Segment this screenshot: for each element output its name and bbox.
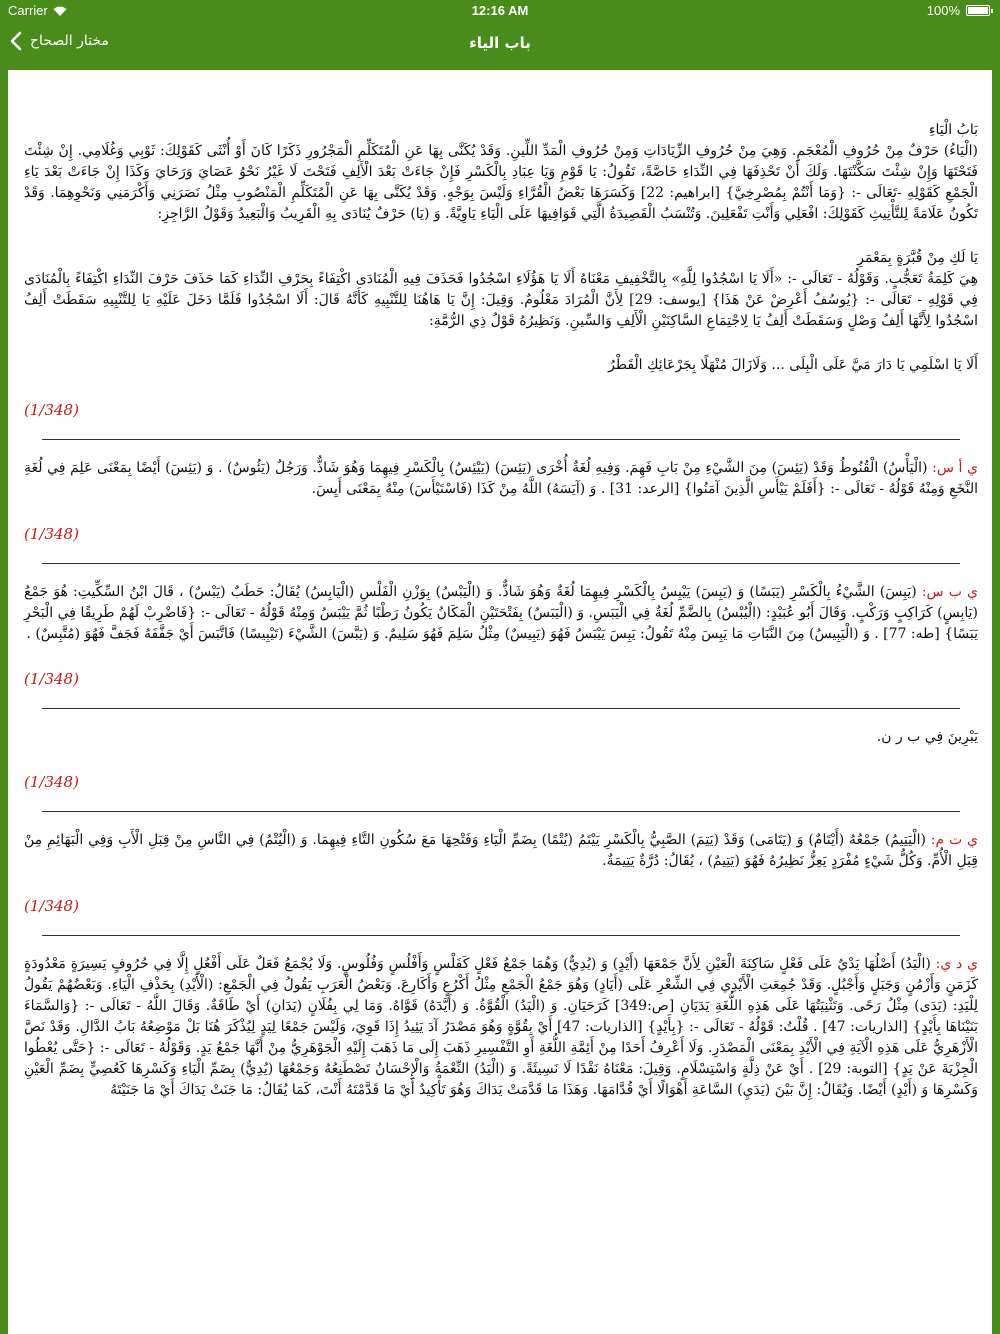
content-area[interactable] [8, 70, 992, 1334]
entry-text: يَبْرِينَ فِي ب ر ن. [876, 729, 978, 745]
page-number: (1/348) [24, 897, 79, 915]
status-bar [0, 0, 1000, 22]
battery-icon [966, 5, 990, 16]
section-divider [42, 563, 960, 564]
entry-root: ي ب س: [916, 584, 979, 600]
dictionary-text [24, 120, 978, 1101]
entry-root: ي ت م: [925, 832, 979, 848]
entry-root: ي أ س: [927, 460, 978, 476]
battery-indicator [927, 3, 990, 18]
entry-paragraph [24, 120, 978, 141]
entry-text: (الْيَأْسُ) الْقُنُوطُ وَقَدْ (يَئِسَ) مِنَ الشَّيْءِ مِنْ بَابِ فَهِمَ. وَفِيهِ لُغَةٌ أُخْرَى (يَئِسَ) (يَيْئِسُ) بِالْكَسْرِ فِيهِمَا وَهُوَ شَاذٌّ. وَرَجُلٌ (يَئُوسٌ) . وَ (يَئِسَ) أَيْضًا بِمَعْنَى عَلِمَ فِي لُغَةِ النَّخَعِ وَمِنْهُ قَوْلُهُ - تَعَالَى -: {أَفَلَمْ يَيْأَسِ الَّذِينَ آمَنُوا} [الرعد: 31] . وَ (آيَسَهُ) اللَّهُ مِنْ كَذَا (فَاسْتَيْأَسَ) مِنْهُ بِمَعْنَى أَيِسَ. [24, 460, 978, 497]
section-divider [42, 935, 960, 936]
entry-paragraph [24, 830, 978, 872]
battery-percent: 100% [926, 3, 960, 18]
dictionary-entry [24, 727, 978, 812]
dictionary-entry [24, 954, 978, 1101]
dictionary-entry [24, 830, 978, 936]
entry-paragraph [24, 248, 978, 269]
carrier-label: Carrier [8, 3, 48, 18]
page-number: (1/348) [24, 670, 79, 688]
entry-root: ي د ي: [930, 956, 978, 972]
paragraph-gap [24, 332, 978, 355]
section-divider [42, 439, 960, 440]
page-number: (1/348) [24, 773, 79, 791]
back-button-label: مختار الصحاح [30, 33, 109, 49]
page-title: باب الياء [469, 34, 531, 52]
section-divider [42, 811, 960, 812]
page-number: (1/348) [24, 401, 79, 419]
page-number: (1/348) [24, 525, 79, 543]
entry-paragraph [24, 954, 978, 1101]
entry-text: (الْيَاءُ) حَرْفٌ مِنْ حُرُوفِ الْمُعْجَمِ. وَهِيَ مِنْ حُرُوفِ الزِّيَادَاتِ وَمِنْ حُرُوفِ الْمَدِّ اللِّينِ. وَقَدْ يُكَنَّى بِهَا عَنِ الْمُتَكَلِّمِ الْمَجْرُورِ ذَكَرًا كَانَ أَوْ أُنْثَى كَقَوْلِكَ: ثَوْبِي وَغُلَامِي. إِنْ شِئْتَ فَتَحْتَهَا وَإِنْ شِئْتَ سَكَّنْتَهَا. وَلَكَ أَنْ تَحْذِفَهَا فِي النِّدَاءِ خَاصَّةً، تَقُولُ: يَا قَوْمِ وَيَا عِبَادِ بِالْكَسْرِ فَإِنْ جَاءَتْ بَعْدَ الْأَلِفِ فَتَحْتَ لَا غَيْرُ نَحْوُ عَصَايَ وَرَحَايَ وَكَذَا إِنْ جَاءَتْ بَعْدَ يَاءِ الْجَمْعِ كَقَوْلِهِ -تَعَالَى -: {وَمَا أَنْتُمْ بِمُصْرِخِيَّ} [ابراهيم: 22] وَكَسَرَهَا بَعْضُ الْقُرَّاءِ وَلَيْسَ بِوَجْهٍ. وَقَدْ يُكَنَّى بِهَا عَنِ الْمُتَكَلِّمِ الْمَنْصُوبِ مِثْلُ نَصَرَنِي وَأَكْرَمَنِي وَنَحْوِهِمَا. وَقَدْ تَكُونُ عَلَامَةً لِلتَّأْنِيثِ كَقَوْلِكَ: افْعَلِي وَأَنْتِ تَفْعَلِينَ. وَتُنْسَبُ الْقَصِيدَةُ الَّتِي قَوَافِيهَا عَلَى الْيَاءِ يَاوِيَّةً. وَ (يَا) حَرْفٌ يُنَادَى بِهِ الْقَرِيبُ وَالْبَعِيدُ وَقَوْلُ الرَّاجِزِ: [24, 143, 979, 222]
entry-text: بَابُ الْيَاءِ [928, 122, 978, 138]
status-time: 12:16 AM [471, 3, 529, 18]
entry-text: أَلَا يَا اسْلَمِي يَا دَارَ مَيَّ عَلَى الْبِلَى ... وَلَازَالَ مُنْهَلًا بِجَرْعَائِكِ الْقَطْرُ [608, 357, 978, 373]
entry-text: (الْيَدُ) أَصْلُهَا يَدْيٌ عَلَى فَعْلٍ سَاكِنَةَ الْعَيْنِ لِأَنَّ جَمْعَهَا (أَيْدٍ) وَ (يُدِيٌّ) وَهُمَا جَمْعُ فَعْلٍ كَفَلْسٍ وَأَفْلُسٍ وَفُلُوسٍ. وَلَا يُجْمَعُ فَعَلٌ عَلَى أَفْعُلٍ إِلَّا فِي حُرُوفٍ يَسِيرَةٍ مَعْدُودَةٍ كَزَمَنٍ وَأَزْمُنٍ وَجَبَلٍ وَأَجْبُلٍ. وَقَدْ جُمِعَتِ الْأَيْدِي فِي الشِّعْرِ عَلَى (أَيَادٍ) وَهُوَ جَمْعُ الْجَمْعِ مِثْلُ أَكْرُعٍ وَأَكَارِعَ. وَبَعْضُ الْعَرَبِ يَقُولُ فِي الْجَمْعِ: (الْأَيْدِ) بِحَذْفِ الْيَاءِ. وَبَعْضُهُمْ يَقُولُ لِلْيَدِ: (يَدَى) مِثْلُ رَحًى. وَتَثْنِيَتُهَا عَلَى هَذِهِ اللُّغَةِ يَدَيَانِ [ص:349] كَرَحَيَانِ. وَ (الْيَدُ) الْقُوَّةُ. وَ (أَيَّدَهُ) قَوَّاهُ. وَمَا لِي بِفُلَانٍ (يَدَانِ) أَيْ طَاقَةٌ. وَقَالَ اللَّهُ - تَعَالَى -: {وَالسَّمَاءَ بَنَيْنَاهَا بِأَيْدٍ} [الذاريات: 47] . قُلْتُ: قَوْلُهُ - تَعَالَى -: {بِأَيْدٍ} [الذاريات: 47] أَيْ بِقُوَّةٍ وَهُوَ مَصْدَرُ آدَ يَئِيدُ إِذَا قَوِيَ، وَلَيْسَ جَمْعًا لِيَدٍ لِيُذْكَرَ هُنَا بَلْ مَوْضِعُهُ بَابُ الدَّالِ. وَقَدْ نَصَّ الْأَزْهَرِيُّ عَلَى هَذِهِ الْآيَةِ فِي الْأَيْدِ بِمَعْنَى الْمَصْدَرِ. وَلَا أَعْرِفُ أَحَدًا مِنْ أَئِمَّةِ اللُّغَةِ أَوِ التَّفْسِيرِ ذَهَبَ إِلَى مَا ذَهَبَ إِلَيْهِ الْجَوْهَرِيُّ مِنْ أَنَّهَا جَمْعُ يَدٍ. وَقَوْلُهُ - تَعَالَى -: {حَتَّى يُعْطُوا الْجِزْيَةَ عَنْ يَدٍ} [التوبة: 29] . أَيْ عَنْ ذِلَّةٍ وَاسْتِسْلَامٍ. وَقِيلَ: مَعْنَاهُ نَقْدًا لَا نَسِيئَةً. وَ (الْيَدُ) النِّعْمَةُ وَالْإِحْسَانُ تَصْطَنِعُهُ وَجَمْعُهَا (يُدِيٌّ) بِضَمِّ الْيَاءِ وَكَسْرِهَا كَعُصِيٍّ بِضَمِّ الْعَيْنِ وَكَسْرِهَا وَ (أَيْدٍ) أَيْضًا. وَيُقَالُ: إِنَّ بَيْنَ (يَدَيِ) السَّاعَةِ أَهْوَالًا أَيْ قُدَّامَهَا. وَهَذَا مَا قَدَّمَتْ يَدَاكَ وَهُوَ تَأْكِيدٌ أَيْ مَا قَدَّمْتَهُ أَنْتَ، كَمَا يُقَالُ: مَا جَنَتْ يَدَاكَ أَيْ مَا جَنَيْتَهُ [24, 956, 978, 1098]
entry-paragraph [24, 355, 978, 376]
entry-paragraph [24, 727, 978, 748]
dictionary-entry [24, 458, 978, 564]
navigation-bar [0, 22, 1000, 66]
paragraph-gap [24, 225, 978, 248]
entry-paragraph [24, 458, 978, 500]
entry-text: (الْيَتِيمُ) جَمْعُهُ (أَيْتَامٌ) وَ (يَتَامَى) وَقَدْ (يَتِمَ) الصَّبِيُّ بِالْكَسْرِ يَيْتَمُ (يُتْمًا) بِضَمِّ الْيَاءِ وَفَتْحِهَا مَعَ سُكُونِ التَّاءِ فِيهِمَا. وَ (الْيُتْمُ) فِي النَّاسِ مِنْ قِبَلِ الْأَبِ وَفِي الْبَهَائِمِ مِنْ قِبَلِ الْأُمِّ. وَكُلُّ شَيْءٍ مُفْرَدٍ يَعِزُّ نَظِيرُهُ فَهُوَ (يَتِيمٌ) ، يُقَالُ: دُرَّةٌ يَتِيمَةٌ. [24, 832, 978, 869]
entry-text: (يَبِسَ) الشَّيْءُ بِالْكَسْرِ (يَبَسًا) وَ (يَبِسَ) يَيْبِسُ بِالْكَسْرِ فِيهِمَا لُغَةٌ وَهُوَ شَاذٌّ. وَ (الْيَبْسُ) بِوَزْنِ الْفَلْسِ (الْيَابِسُ) يُقَالُ: حَطَبٌ (يَبْسٌ) ، قَالَ ابْنُ السِّكِّيتِ: هُوَ جَمْعُ (يَابِسٍ) كَرَاكِبٍ وَرَكْبٍ. وَقَالَ أَبُو عُبَيْدٍ: (الْيُبْسُ) بِالضَّمِّ لُغَةٌ فِي الْيَبَسِ. وَ (الْيَبَسُ) بِفَتْحَتَيْنِ الْمَكَانُ يَكُونُ رَطْبًا ثُمَّ يَيْبَسُ وَمِنْهُ قَوْلُهُ - تَعَالَى -: {فَاضْرِبْ لَهُمْ طَرِيقًا فِي الْبَحْرِ يَبَسًا} [طه: 77] . وَ (الْيَبِيسُ) مِنَ النَّبَاتِ مَا يَبِسَ مِنْهُ تَقُولُ: يَبِسَ يَيْبَسُ فَهُوَ (يَبِيسٌ) مِثْلُ سَلِمَ فَهُوَ سَلِيمٌ. وَ (يَبَّسَ) الشَّيْءَ (تَيْبِيسًا) فَاتَّبَسَ أَيْ جَفَّفَهُ فَجَفَّ فَهُوَ (مُتَّبِسٌ) . [24, 584, 978, 642]
entry-text: يَا لَكِ مِنْ قُبَّرَةٍ بِمَعْمَرِ [857, 250, 978, 266]
entry-paragraph [24, 141, 978, 225]
dictionary-entry [24, 120, 978, 440]
entry-paragraph [24, 582, 978, 645]
section-divider [42, 708, 960, 709]
dictionary-entry [24, 582, 978, 709]
entry-text: هِيَ كَلِمَةُ تَعَجُّبٍ. وَقَوْلُهُ - تَعَالَى -: «أَلَا يَا اسْجُدُوا لِلَّهِ» بِالتَّخْفِيفِ مَعْنَاهُ أَلَا يَا هَؤُلَاءِ اسْجُدُوا فَحَذَفَ فِيهِ الْمُنَادَى اكْتِفَاءً بِحَرْفِ النِّدَاءِ كَمَا حَذَفَ حَرْفَ النِّدَاءِ اكْتِفَاءً بِالْمُنَادَى فِي قَوْلِهِ - تَعَالَى -: {يُوسُفُ أَعْرِضْ عَنْ هَذَا} [يوسف: 29] لِأَنَّ الْمُرَادَ مَعْلُومٌ. وَقِيلَ: إِنَّ يَا هَاهُنَا لِلتَّنْبِيهِ كَأَنَّهُ قَالَ: أَلَا اسْجُدُوا فَلَمَّا دَخَلَ عَلَيْهِ يَا لِلتَّنْبِيهِ سَقَطَتْ أَلِفُ اسْجُدُوا لِأَنَّهَا أَلِفُ وَصْلٍ وَسَقَطَتْ أَلِفُ يَا لِاجْتِمَاعِ السَّاكِنَيْنِ الْأَلِفِ وَالسِّينِ. وَنَظِيرُهُ قَوْلُ ذِي الرُّمَّةِ: [24, 271, 978, 329]
entry-paragraph [24, 269, 978, 332]
